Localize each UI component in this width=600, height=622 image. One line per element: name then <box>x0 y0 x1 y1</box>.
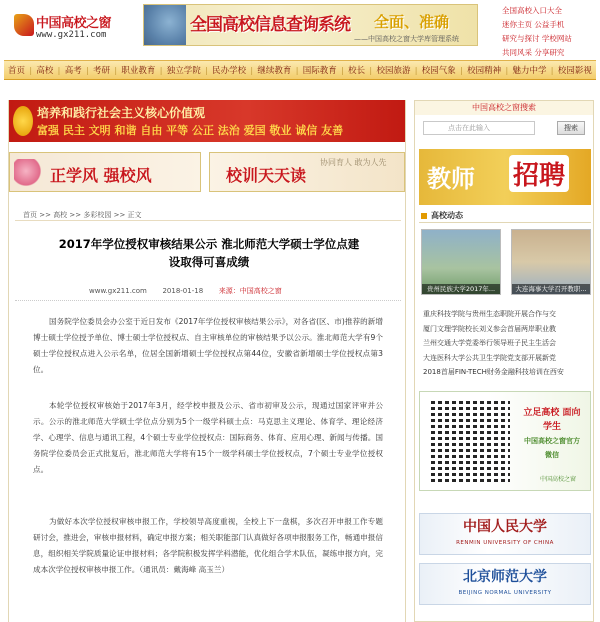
motto-text: 校训天天读 <box>226 166 307 185</box>
beijing-normal-university-banner[interactable] <box>419 563 591 605</box>
motto-banner[interactable] <box>209 152 405 192</box>
news-list-item[interactable]: 重庆科技学院与贵州生态职院开展合作与交 <box>423 310 556 318</box>
bullet-icon <box>421 213 427 219</box>
news-list-item[interactable]: 厦门文理学院校长刘义参会首届两岸职业教 <box>423 324 556 333</box>
nav-separator: | <box>159 65 163 75</box>
news-list-item[interactable]: 2018首届FIN-TECH财务金融科技培训在西安 <box>423 368 564 376</box>
nav-separator: | <box>341 65 344 75</box>
article-title <box>39 235 379 271</box>
banner-globe-icon <box>144 5 186 46</box>
top-link[interactable]: 迷你主页 公益手机 <box>502 20 565 29</box>
news-list-item[interactable]: 兰州交通大学党委举行领导班子民主生活会 <box>423 339 556 347</box>
recruit-text: 教师 <box>427 165 475 193</box>
thumbnail-caption: 贵州民族大学2017年... <box>422 284 500 294</box>
search-heading: 中国高校之窗搜索 <box>415 101 593 115</box>
main-column <box>8 100 406 622</box>
blossom-icon <box>14 159 44 189</box>
news-heading-label: 高校动态 <box>431 211 463 220</box>
divider <box>15 300 401 301</box>
news-list <box>423 307 591 380</box>
site-header <box>0 0 600 56</box>
news-thumbnail[interactable] <box>421 229 501 295</box>
article-title-line: 2017年学位授权审核结果公示 淮北师范大学硕士学位点建 <box>58 237 360 251</box>
values-line-2: 富强 民主 文明 和谐 自由 平等 公正 法治 爱国 敬业 诚信 友善 <box>37 124 344 137</box>
emblem-icon <box>13 106 33 136</box>
nav-item-international[interactable]: 国际教育 <box>302 66 337 76</box>
qr-slogan-line: 中国高校之窗官方微信 <box>524 437 580 459</box>
values-banner[interactable] <box>9 100 405 142</box>
sidebar <box>414 100 594 622</box>
top-link[interactable]: 全国高校入口大全 <box>502 6 562 15</box>
news-heading <box>419 209 591 223</box>
nav-item-campus-spirit[interactable]: 校园精神 <box>467 66 502 76</box>
nav-item-vocational[interactable]: 职业教育 <box>121 66 156 76</box>
nav-separator: | <box>414 65 418 75</box>
teacher-recruit-banner[interactable] <box>419 149 591 205</box>
news-list-item[interactable]: 大连医科大学公共卫生学院党支部开展新党 <box>423 353 556 362</box>
nav-separator: | <box>57 65 61 75</box>
nav-item-kaoyan[interactable]: 考研 <box>93 66 111 76</box>
university-name: 北京师范大学 <box>463 569 547 585</box>
nav-item-campus-travel[interactable]: 校园旅游 <box>376 66 411 76</box>
nav-separator: | <box>550 65 554 75</box>
banner-slogan: 全面、准确 <box>374 13 450 31</box>
nav-item-home[interactable]: 首页 <box>8 66 26 76</box>
article-meta <box>89 286 282 296</box>
nav-separator: | <box>369 65 373 75</box>
qr-slogan-line: 立足高校 面向学生 <box>523 408 581 432</box>
search-input[interactable]: 点击在此输入 <box>423 121 535 135</box>
nav-separator: | <box>29 65 33 75</box>
top-link[interactable]: 研究与探讨 学校网站 <box>502 34 572 43</box>
renmin-university-banner[interactable] <box>419 513 591 555</box>
banner-subtitle: ——中国高校之窗大学库管理系统 <box>354 35 459 43</box>
news-thumbnails <box>421 229 591 299</box>
wechat-qr-banner[interactable] <box>419 391 591 491</box>
nav-separator: | <box>86 65 89 75</box>
values-line-1: 培养和践行社会主义核心价值观 <box>37 106 206 120</box>
study-style-banner[interactable] <box>9 152 201 192</box>
university-name-en: BEIJING NORMAL UNIVERSITY <box>458 590 552 596</box>
article-source: 来源：中国高校之窗 <box>218 287 282 295</box>
nav-separator: | <box>205 65 208 75</box>
article-site: www.gx211.com <box>89 287 147 295</box>
article-paragraph: 国务院学位委员会办公室于近日发布《2017年学位授权审核结果公示》，对各省(区、市)推荐的新增博士硕士学位授予单位、博士硕士学位授权点、自主审核单位的审核结果予以公示。淮北师范大学有9个硕士学位授权点进入公示名单，位居全国新增硕士学位授权点第44位，安徽省新增硕士学位授权点第3位。 <box>33 317 383 374</box>
university-name-en: RENMIN UNIVERSITY OF CHINA <box>456 540 554 546</box>
header-banner[interactable] <box>143 4 478 46</box>
top-links <box>502 4 592 60</box>
nav-item-campus-video[interactable]: 校园影视 <box>557 66 592 76</box>
motto-subtext: 协同育人 敢为人先 <box>320 158 387 167</box>
nav-separator: | <box>295 65 299 75</box>
article-title-line: 设取得可喜成绩 <box>168 255 250 269</box>
news-thumbnail[interactable] <box>511 229 591 295</box>
nav-separator: | <box>460 65 463 75</box>
qr-code-icon <box>428 400 510 482</box>
nav-separator: | <box>505 65 509 75</box>
search-button[interactable]: 搜索 <box>557 121 585 135</box>
article-date: 2018-01-18 <box>162 287 204 295</box>
logo-name: 中国高校之窗 <box>36 16 112 31</box>
nav-item-campus-weather[interactable]: 校园气象 <box>421 66 456 76</box>
divider <box>15 220 401 221</box>
nav-item-president[interactable]: 校长 <box>348 66 366 76</box>
recruit-text: 招聘 <box>509 155 569 192</box>
banner-title: 全国高校信息查询系统 <box>190 15 350 35</box>
qr-footer: 中国高校之窗 <box>540 476 577 483</box>
nav-separator: | <box>250 65 254 75</box>
study-style-text: 正学风 强校风 <box>50 166 152 185</box>
qr-slogan <box>522 406 582 462</box>
logo-url: www.gx211.com <box>36 30 107 40</box>
top-link[interactable]: 共同风采 分享研究 <box>502 48 565 57</box>
article-paragraph: 本轮学位授权审核始于2017年3月，经学校申报及公示、省市初审及公示，现通过国家评审并公示。公示的淮北师范大学硕士学位点分别为5个一级学科硕士点：马克思主义理论、体育学、理论经济学、心理学、信息与通讯工程，4个硕士专业学位授权点：国际商务、体育、应用心理、新闻与传播。国务院学位委员会正式批复后，淮北师范大学将有15个一级学科硕士学位授权点，7个硕士专业学位授权点。 <box>33 401 383 474</box>
university-name: 中国人民大学 <box>463 519 547 535</box>
article-paragraph: 为做好本次学位授权审核申报工作，学校领导高度重视，全校上下一盘棋，多次召开申报工作专题研讨会，推进会，审核申报材料，确定申报方案；相关职能部门认真做好各项申报服务工作，畅通申报信息，组织相关学院质量论证申报材料；各学院积极发挥学科潜能，优化组合学术队伍，凝练申报方向，完成本次学位授权审核申报工作。（通讯员：戴海峰 高玉兰） <box>33 517 383 574</box>
thumbnail-caption: 大连海事大学召开教职... <box>512 284 590 294</box>
nav-item-continuing[interactable]: 继续教育 <box>257 66 292 76</box>
nav-item-private[interactable]: 民办学校 <box>212 66 247 76</box>
nav-item-middle-school[interactable]: 魅力中学 <box>512 66 547 76</box>
site-logo[interactable] <box>12 6 137 46</box>
nav-item-independent[interactable]: 独立学院 <box>166 66 201 76</box>
logo-mark-icon <box>14 14 34 36</box>
nav-separator: | <box>114 65 118 75</box>
nav-item-gaokao[interactable]: 高考 <box>64 66 82 76</box>
breadcrumb[interactable]: 首页 >> 高校 >> 多彩校园 >> 正文 <box>23 211 142 219</box>
nav-item-colleges[interactable]: 高校 <box>36 66 54 76</box>
main-nav <box>4 60 596 80</box>
